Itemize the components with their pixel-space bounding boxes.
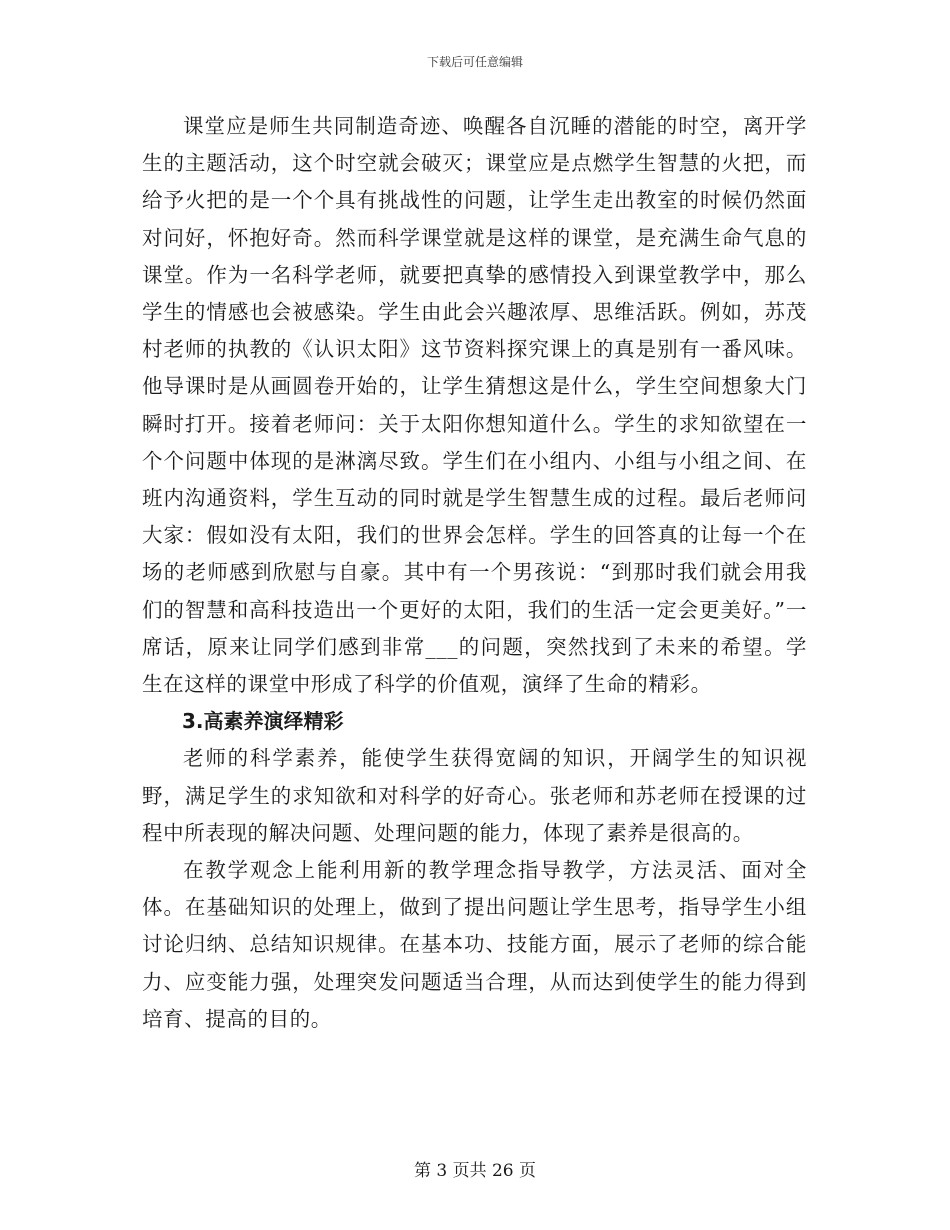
document-body — [142, 108, 807, 1038]
section-heading-3: 3.高素养演绎精彩 — [182, 709, 344, 734]
page-number-footer: 第 3 页共 26 页 — [413, 1161, 537, 1181]
paragraph-classroom-vitality: 课堂应是师生共同制造奇迹、唤醒各自沉睡的潜能的时空，离开学生的主题活动，这个时空就会破灭；课堂应是点燃学生智慧的火把，而给予火把的是一个个具有挑战性的问题，让学生走出教室的时候仍然面对问好，怀抱好奇。然而科学课堂就是这样的课堂，是充满生命气息的课堂。作为一名科学老师，就要把真挚的感情投入到课堂教学中，那么学生的情感也会被感染。学生由此会兴趣浓厚、思维活跃。例如，苏茂村老师的执教的《认识太阳》这节资料探究课上的真是别有一番风味。他导课时是从画圆卷开始的，让学生猜想这是什么，学生空间想象大门瞬时打开。接着老师问：关于太阳你想知道什么。学生的求知欲望在一个个问题中体现的是淋漓尽致。学生们在小组内、小组与小组之间、在班内沟通资料，学生互动的同时就是学生智慧生成的过程。最后老师问大家：假如没有太阳，我们的世界会怎样。学生的回答真的让每一个在场的老师感到欣慰与自豪。其中有一个男孩说：“到那时我们就会用我们的智慧和高科技造出一个更好的太阳，我们的生活一定会更美好。”一席话，原来让同学们感到非常___的问题，突然找到了未来的希望。学生在这样的课堂中形成了科学的价值观，演绎了生命的精彩。 — [142, 114, 807, 697]
paragraph-teaching-concepts: 在教学观念上能利用新的教学理念指导教学，方法灵活、面对全体。在基础知识的处理上，做到了提出问题让学生思考，指导学生小组讨论归纳、总结知识规律。在基本功、技能方面，展示了老师的综合能力、应变能力强，处理突发问题适当合理，从而达到使学生的能力得到培育、提高的目的。 — [142, 858, 807, 1031]
page-header-note: 下载后可任意编辑 — [426, 55, 523, 69]
paragraph-teacher-literacy: 老师的科学素养，能使学生获得宽阔的知识，开阔学生的知识视野，满足学生的求知欲和对科学的好奇心。张老师和苏老师在授课的过程中所表现的解决问题、处理问题的能力，体现了素养是很高的。 — [142, 746, 807, 845]
